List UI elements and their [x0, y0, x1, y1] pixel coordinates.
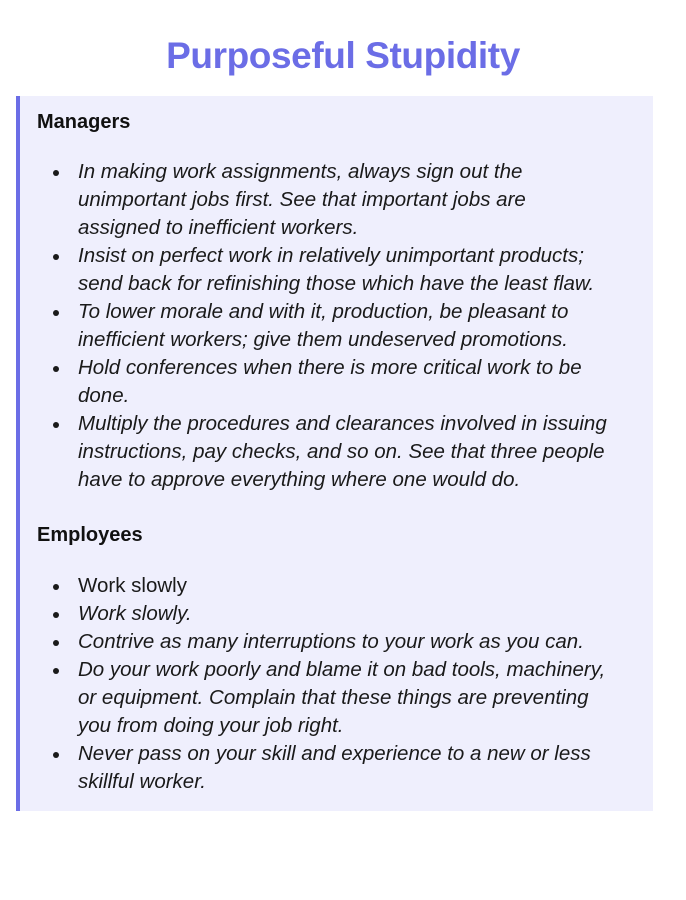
- list-item: In making work assignments, always sign out the unimportant jobs first. See that important jobs are assigned to inefficient workers.: [20, 158, 640, 242]
- content-panel: [16, 96, 653, 811]
- list-item: To lower morale and with it, production, be pleasant to inefficient workers; give them undeserved promotions.: [20, 298, 640, 354]
- section-heading-employees: Employees: [37, 524, 143, 546]
- list-item: Never pass on your skill and experience to a new or less skillful worker.: [20, 740, 640, 796]
- section-heading-managers: Managers: [37, 111, 131, 133]
- list-item: Do your work poorly and blame it on bad tools, machinery, or equipment. Complain that these things are preventing you from doing your job right.: [20, 656, 640, 740]
- page-title: Purposeful Stupidity: [166, 35, 520, 76]
- list-item: Multiply the procedures and clearances involved in issuing instructions, pay checks, and so on. See that three people have to approve everything where one would do.: [20, 410, 640, 494]
- employees-list: [20, 572, 640, 796]
- list-item: Hold conferences when there is more critical work to be done.: [20, 354, 640, 410]
- list-item: Work slowly: [20, 572, 640, 600]
- list-item: Contrive as many interruptions to your work as you can.: [20, 628, 640, 656]
- list-item: Work slowly.: [20, 600, 640, 628]
- list-item: Insist on perfect work in relatively unimportant products; send back for refinishing those which have the least flaw.: [20, 242, 640, 298]
- managers-list: [20, 158, 640, 494]
